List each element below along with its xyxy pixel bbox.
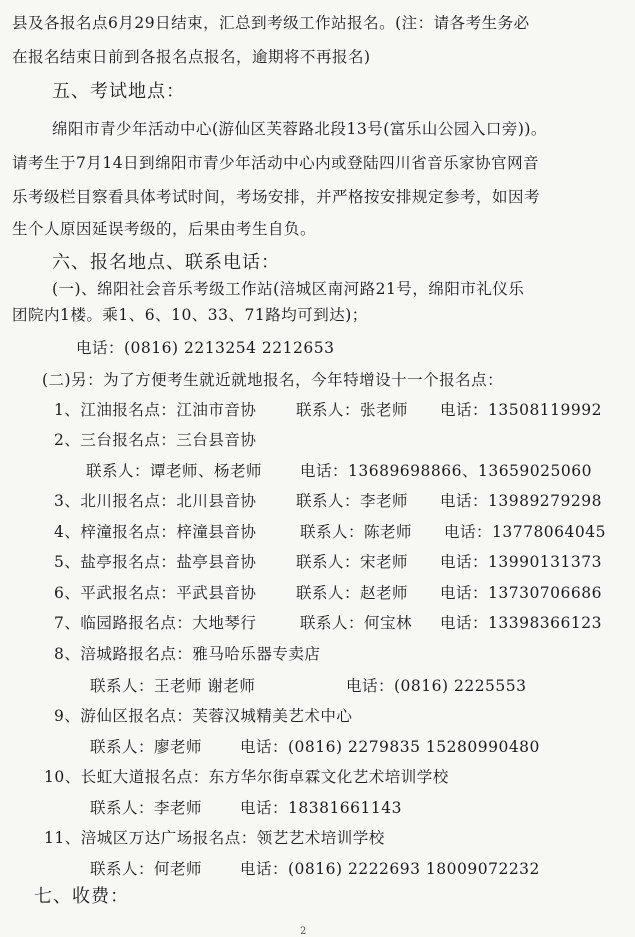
point-5-name: 5、盐亭报名点：盐亭县音协 xyxy=(54,553,257,571)
point-1-phone: 电话：13508119992 xyxy=(440,401,602,419)
point-2-name: 2、三台报名点：三台县音协 xyxy=(54,431,257,449)
point-9-name: 9、游仙区报名点：芙蓉汉城精美艺术中心 xyxy=(54,707,353,725)
section-5-line-1: 绵阳市青少年活动中心(游仙区芙蓉路北段13号(富乐山公园入口旁))。 xyxy=(52,120,547,138)
point-10-name: 10、长虹大道报名点：东方华尔街卓霖文化艺术培训学校 xyxy=(44,768,449,786)
point-5-contact: 联系人：宋老师 xyxy=(296,553,409,571)
section-6-heading: 六、报名地点、联系电话： xyxy=(52,252,280,273)
point-1-name: 1、江油报名点：江油市音协 xyxy=(54,401,257,419)
sub1-line-1: (一)、绵阳社会音乐考级工作站(涪城区南河路21号，绵阳市礼仪乐 xyxy=(52,280,525,298)
intro-line-2: 在报名结束日前到各报名点报名，逾期将不再报名) xyxy=(12,48,371,66)
section-5-heading: 五、考试地点： xyxy=(52,81,185,102)
point-7-name: 7、临园路报名点：大地琴行 xyxy=(54,614,257,632)
point-4-contact: 联系人：陈老师 xyxy=(300,523,413,541)
point-1-contact: 联系人：张老师 xyxy=(296,401,409,419)
point-2-contact: 联系人：谭老师、杨老师 xyxy=(86,462,263,480)
point-6-phone: 电话：13730706686 xyxy=(440,584,602,602)
point-10-contact: 联系人：李老师 xyxy=(90,799,203,817)
point-6-contact: 联系人：赵老师 xyxy=(296,584,409,602)
point-8-phone: 电话：(0816) 2225553 xyxy=(346,677,527,695)
point-7-contact: 联系人：何宝林 xyxy=(300,614,413,632)
point-3-phone: 电话：13989279298 xyxy=(440,492,602,510)
sub1-phone: 电话：(0816) 2213254 2212653 xyxy=(76,339,335,357)
point-4-phone: 电话：13778064045 xyxy=(444,523,606,541)
point-5-phone: 电话：13990131373 xyxy=(440,553,602,571)
section-5-line-3: 乐考级栏目察看具体考试时间，考场安排，并严格按安排规定参考，如因考 xyxy=(12,188,541,206)
point-3-name: 3、北川报名点：北川县音协 xyxy=(54,492,257,510)
point-8-contact: 联系人：王老师 谢老师 xyxy=(90,677,256,695)
sub1-line-2: 团院内1楼。乘1、6、10、33、71路均可到达)； xyxy=(12,306,368,324)
point-11-phone: 电话：(0816) 2222693 18009072232 xyxy=(240,860,540,878)
point-3-contact: 联系人：李老师 xyxy=(296,492,409,510)
section-5-line-4: 生个人原因延误考级的，后果由考生自负。 xyxy=(12,220,317,238)
point-2-phone: 电话：13689698866、13659025060 xyxy=(300,462,592,480)
point-6-name: 6、平武报名点：平武县音协 xyxy=(54,584,257,602)
point-9-contact: 联系人：廖老师 xyxy=(90,738,203,756)
point-10-phone: 电话：18381661143 xyxy=(240,799,402,817)
point-9-phone: 电话：(0816) 2279835 15280990480 xyxy=(240,738,540,756)
point-7-phone: 电话：13398366123 xyxy=(440,614,602,632)
page-number: 2 xyxy=(300,926,307,937)
point-8-name: 8、涪城路报名点：雅马哈乐器专卖店 xyxy=(54,645,321,663)
intro-line-1: 县及各报名点6月29日结束，汇总到考级工作站报名。(注：请各考生务必 xyxy=(12,14,530,32)
sub2-intro: (二)另：为了方便考生就近就地报名，今年特增设十一个报名点： xyxy=(42,371,504,389)
point-11-name: 11、涪城区万达广场报名点：领艺艺术培训学校 xyxy=(44,829,385,847)
point-4-name: 4、梓潼报名点：梓潼县音协 xyxy=(54,523,257,541)
section-7-heading: 七、收费： xyxy=(34,886,129,907)
point-11-contact: 联系人：何老师 xyxy=(90,860,203,878)
section-5-line-2: 请考生于7月14日到绵阳市青少年活动中心内或登陆四川省音乐家协官网音 xyxy=(12,154,540,172)
